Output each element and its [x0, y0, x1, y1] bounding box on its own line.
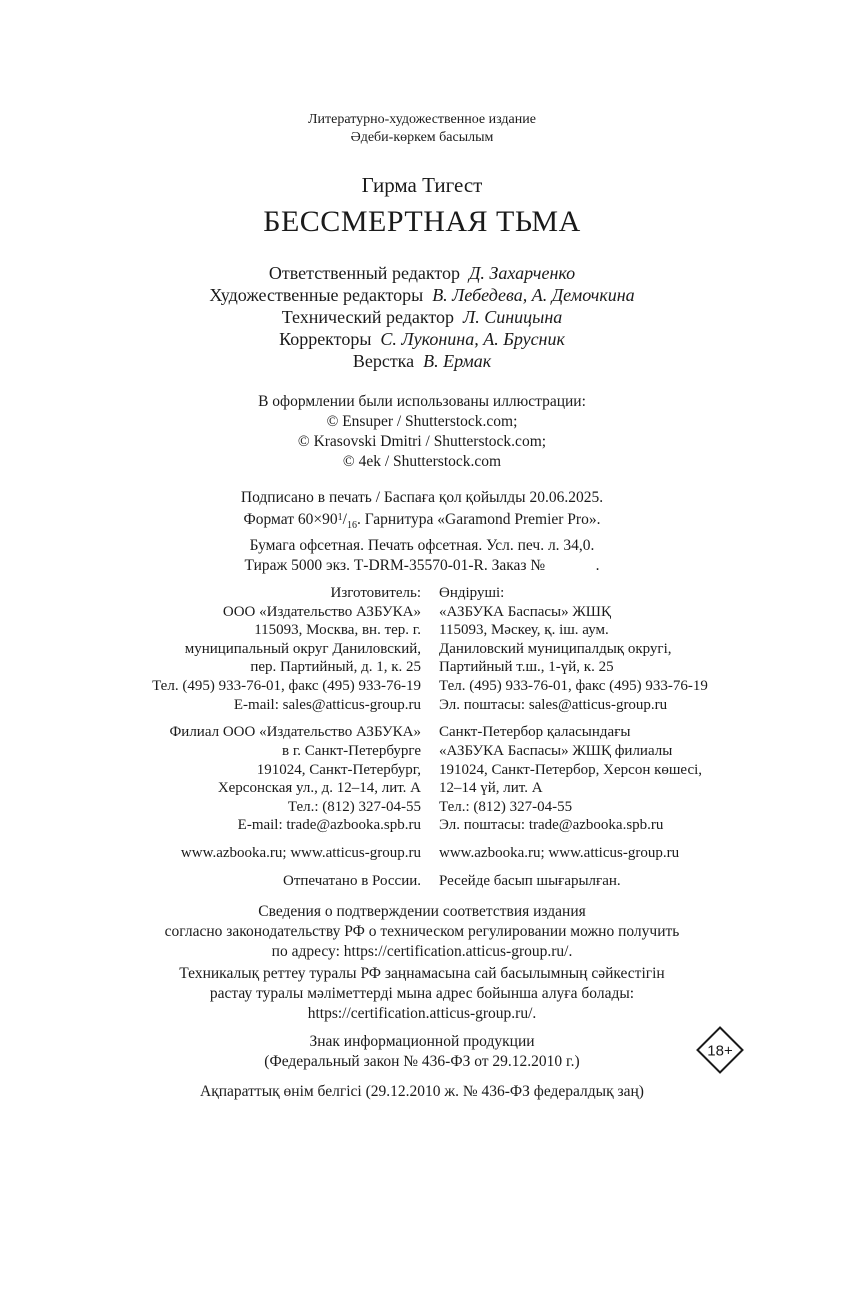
- branch-block-ru: [152, 723, 421, 835]
- company-name: ООО «Издательство АЗБУКА»: [222, 603, 421, 620]
- edition-type-kz: Әдеби-көркем басылым: [350, 130, 494, 145]
- author-name: Гирма Тигест: [361, 173, 483, 197]
- credit-line: Ответственный редактор Д. Захарченко: [268, 263, 576, 283]
- sign-line: (Федеральный закон № 436-ФЗ от 29.12.2010 г.): [264, 1053, 580, 1070]
- book-title: БЕССМЕРТНАЯ ТЬМА: [263, 205, 581, 238]
- cert-line: https://certification.atticus-group.ru/.: [307, 1005, 537, 1022]
- address-line: Партийный т.ш., 1-үй, к. 25: [439, 659, 614, 676]
- publisher-block-ru: [152, 584, 421, 714]
- print-date: Подписано в печать / Баспаға қол қойылды 20.06.2025.: [240, 489, 604, 506]
- age-rating-badge: [696, 1026, 744, 1074]
- credit-line: Корректоры С. Луконина, А. Брусник: [279, 329, 565, 349]
- company-name: «АЗБУКА Баспасы» ЖШҚ: [439, 603, 611, 620]
- address-line: 115093, Москва, вн. тер. г.: [254, 622, 421, 639]
- label: Изготовитель:: [330, 585, 421, 601]
- phone: Тел. (495) 933-76-01, факс (495) 933-76-19: [152, 677, 421, 694]
- email: Эл. поштасы: sales@atticus-group.ru: [439, 696, 668, 713]
- cert-line: согласно законодательству РФ о техническом регулировании можно получить: [164, 923, 680, 940]
- address-line: Даниловский муниципалдық округі,: [439, 640, 672, 657]
- address-line: Херсонская ул., д. 12–14, лит. А: [217, 780, 421, 797]
- phone: Тел.: (812) 327-04-55: [439, 798, 573, 815]
- certification-kz: [0, 964, 844, 1024]
- address-line: 12–14 үй, лит. А: [439, 780, 543, 797]
- printed-in-kz: Ресейде басып шығарылған.: [439, 873, 621, 890]
- phone: Тел. (495) 933-76-01, факс (495) 933-76-19: [439, 677, 708, 694]
- illustration-credits: [0, 392, 844, 472]
- illustration-line: © 4ek / Shutterstock.com: [342, 453, 502, 470]
- email: Эл. поштасы: trade@azbooka.spb.ru: [439, 817, 664, 834]
- address-line: пер. Партийный, д. 1, к. 25: [250, 659, 421, 676]
- label: Өндіруші:: [439, 585, 505, 601]
- address-line: муниципальный округ Даниловский,: [184, 640, 421, 657]
- print-format: Формат $60\times 90^1/_{16}$. Гарнитура «Garamond Premier Pro».: [243, 511, 601, 531]
- print-paper: Бумага офсетная. Печать офсетная. Усл. печ. л. 34,0.: [249, 537, 595, 554]
- illustration-line: © Ensuper / Shutterstock.com;: [326, 413, 518, 430]
- email: E-mail: trade@azbooka.spb.ru: [237, 817, 421, 834]
- publisher-block-kz: [439, 584, 708, 714]
- email: E-mail: sales@atticus-group.ru: [233, 696, 421, 713]
- credits: [0, 262, 844, 372]
- cert-line: по адресу: https://certification.atticus-group.ru/.: [271, 943, 573, 960]
- info-product-sign-kz: Ақпараттық өнім белгісі (29.12.2010 ж. № 436-ФЗ федералдық заң): [200, 1083, 644, 1100]
- cert-line: растау туралы мәліметтерді мына адрес бойынша алуға болады:: [209, 985, 635, 1002]
- credit-line: Верстка В. Ермак: [352, 351, 492, 371]
- print-run: Тираж 5000 экз. Т-DRM-35570-01-R. Заказ № .: [244, 557, 600, 574]
- websites-ru: www.azbooka.ru; www.atticus-group.ru: [180, 845, 421, 862]
- branch-block-kz: [439, 723, 708, 835]
- illustration-line: В оформлении были использованы иллюстрации:: [258, 393, 586, 410]
- company-name: «АЗБУКА Баспасы» ЖШҚ филиалы: [439, 743, 673, 760]
- credit-line: Технический редактор Л. Синицына: [281, 307, 563, 327]
- edition-type: [0, 111, 844, 147]
- address-line: 115093, Мәскеу, қ. іш. аум.: [439, 622, 609, 639]
- printed-in-ru: Отпечатано в России.: [283, 873, 421, 890]
- company-name: Филиал ООО «Издательство АЗБУКА»: [169, 724, 421, 741]
- cert-line: Сведения о подтверждении соответствия издания: [258, 903, 586, 920]
- manufacturer-ru: [152, 584, 421, 900]
- certification-ru: [0, 902, 844, 962]
- websites-kz: www.azbooka.ru; www.atticus-group.ru: [439, 845, 680, 862]
- address-line: 191024, Санкт-Петербург,: [256, 761, 421, 778]
- company-name: Санкт-Петербор қаласындағы: [439, 724, 631, 741]
- phone: Тел.: (812) 327-04-55: [287, 798, 421, 815]
- credit-line: Художественные редакторы В. Лебедева, А. Демочкина: [209, 285, 635, 305]
- print-info: [0, 488, 844, 576]
- cert-line: Техникалық реттеу туралы РФ заңнамасына сай басылымның сәйкестігін: [179, 965, 665, 982]
- edition-type-ru: Литературно-художественное издание: [308, 112, 536, 127]
- address-line: 191024, Санкт-Петербор, Херсон көшесі,: [439, 761, 703, 778]
- manufacturer-kz: [439, 584, 708, 900]
- address-line: в г. Санкт-Петербурге: [282, 743, 421, 760]
- sign-line: Знак информационной продукции: [309, 1033, 535, 1050]
- illustration-line: © Krasovski Dmitri / Shutterstock.com;: [297, 433, 547, 450]
- age-rating-text: 18+: [707, 1042, 733, 1060]
